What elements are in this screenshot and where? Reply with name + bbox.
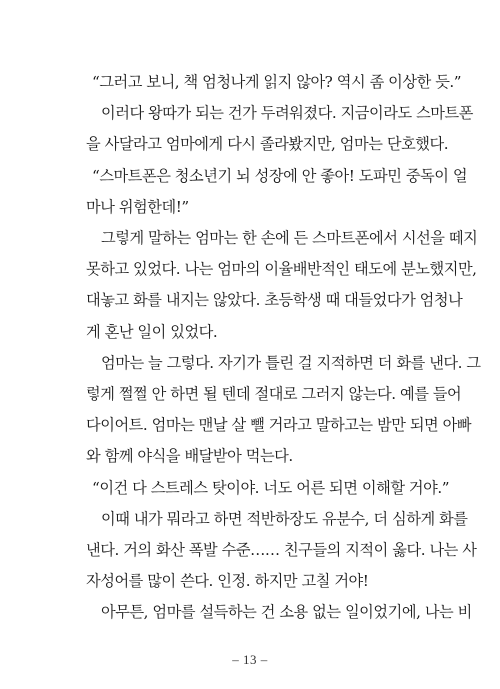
text-line (0, 350, 500, 376)
line-text: 이때 내가 뭐라고 하면 적반하장도 유분수, 더 심하게 화를 (101, 510, 468, 528)
text-line (0, 319, 500, 345)
text-line (0, 287, 500, 313)
line-text: 그렇게 말하는 엄마는 한 손에 든 스마트폰에서 시선을 떼지 (101, 229, 478, 247)
line-text: 엄마는 늘 그렇다. 자기가 틀린 걸 지적하면 더 화를 낸다. 그 (101, 354, 481, 372)
text-line (0, 131, 500, 157)
line-text: 렇게 쩔쩔 안 하면 될 텐데 절대로 그러지 않는다. 예를 들어 (86, 385, 462, 403)
line-text: “스마트폰은 청소년기 뇌 성장에 안 좋아! 도파민 중독이 얼 (92, 167, 468, 185)
text-line (0, 568, 500, 594)
text-line (0, 194, 500, 220)
text-line (0, 381, 500, 407)
line-text: 낸다. 거의 화산 폭발 수준…… 친구들의 지적이 옳다. 나는 사 (86, 541, 477, 559)
text-line (0, 225, 500, 251)
text-line (0, 100, 500, 126)
page-number: – 13 – (232, 652, 268, 667)
text-line (0, 412, 500, 438)
text-line (0, 537, 500, 563)
text-line (0, 599, 500, 625)
line-text: “그러고 보니, 책 엄청나게 읽지 않아? 역시 좀 이상한 듯.” (92, 73, 462, 91)
line-text: 을 사달라고 엄마에게 다시 졸라봤지만, 엄마는 단호했다. (86, 135, 449, 153)
line-text: 다이어트. 엄마는 맨날 살 뺄 거라고 말하고는 밤만 되면 아빠 (86, 416, 472, 434)
text-line (0, 475, 500, 501)
text-line (0, 163, 500, 189)
line-text: 이러다 왕따가 되는 건가 두려워졌다. 지금이라도 스마트폰 (101, 104, 473, 122)
text-line (0, 256, 500, 282)
line-text: 못하고 있었다. 나는 엄마의 이율배반적인 태도에 분노했지만, (86, 260, 477, 278)
line-text: 와 함께 야식을 배달받아 먹는다. (86, 447, 293, 465)
text-line (0, 69, 500, 95)
text-line (0, 443, 500, 469)
line-text: 게 혼난 일이 있었다. (86, 323, 218, 341)
line-text: 대놓고 화를 내지는 않았다. 초등학생 때 대들었다가 엄청나 (86, 291, 463, 309)
line-text: 자성어를 많이 쓴다. 인정. 하지만 고칠 거야! (86, 572, 369, 590)
line-text: “이건 다 스트레스 탓이야. 너도 어른 되면 이해할 거야.” (92, 479, 450, 497)
line-text: 마나 위험한데!” (86, 198, 189, 216)
text-line (0, 506, 500, 532)
line-text: 아무튼, 엄마를 설득하는 건 소용 없는 일이었기에, 나는 비 (101, 603, 472, 621)
